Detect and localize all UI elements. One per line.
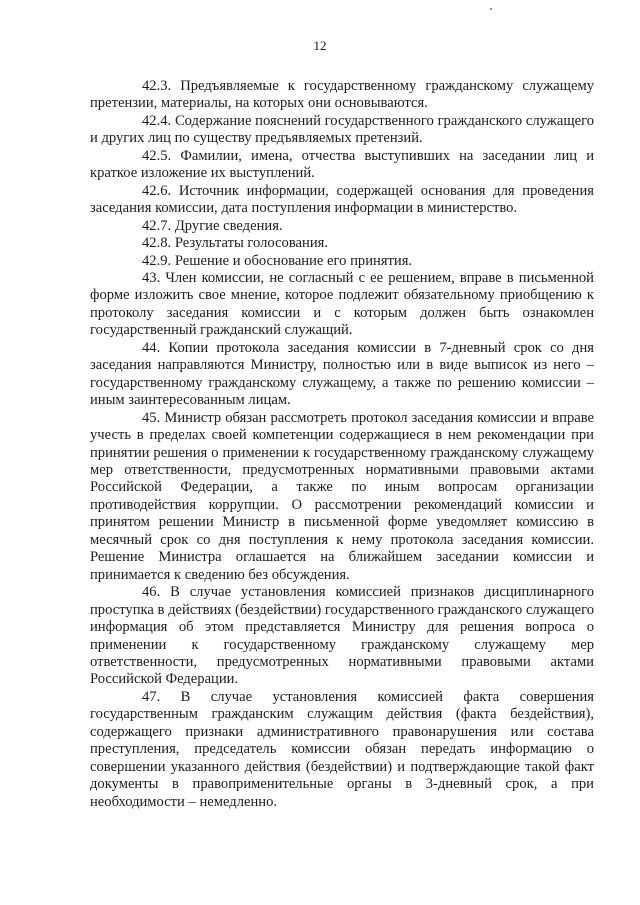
- paragraph-47: 47. В случае установления комиссией факта совершения государственным гражданским служащим действия (факта бездействия), содержащего признаки административного правонарушения или состава преступления, председатель комиссии обязан передать информацию о совершении указанного действия (бездействии) и подтверждающие такой факт документы в правоприменительные органы в 3-дневный срок, а при необходимости – немедленно.: [90, 688, 594, 810]
- document-body: [90, 78, 594, 811]
- paragraph-44: 44. Копии протокола заседания комиссии в 7-дневный срок со дня заседания направляются Министру, полностью или в виде выписок из него – государственному гражданскому служащему, а также по решению комиссии – иным заинтересованным лицам.: [90, 339, 594, 409]
- paragraph-43: 43. Член комиссии, не согласный с ее решением, вправе в письменной форме изложить свое мнение, которое подлежит обязательному приобщению к протоколу заседания комиссии и с которым должен быть ознакомлен государственный гражданский служащий.: [90, 269, 594, 339]
- paragraph-42-5: 42.5. Фамилии, имена, отчества выступивших на заседании лиц и краткое изложение их выступлений.: [90, 147, 594, 182]
- paragraph-42-8: 42.8. Результаты голосования.: [142, 235, 328, 252]
- paragraph-46: 46. В случае установления комиссией признаков дисциплинарного проступка в действиях (бездействии) государственного гражданского служащего информация об этом представляется Министру для решения вопроса о применении к государственному гражданскому служащему мер ответственности, предусмотренных нормативными правовыми актами Российской Федерации.: [90, 584, 594, 688]
- paragraph-45: 45. Министр обязан рассмотреть протокол заседания комиссии и вправе учесть в пределах своей компетенции содержащиеся в нем рекомендации при принятии решения о применении к государственному гражданскому служащему мер ответственности, предусмотренных нормативными правовыми актами Российской Федерации, а также по иным вопросам организации противодействия коррупции. О рассмотрении рекомендаций комиссии и принятом решении Министр в письменной форме уведомляет комиссию в месячный срок со дня поступления к нему протокола заседания комиссии. Решение Министра оглашается на ближайшем заседании комиссии и принимается к сведению без обсуждения.: [90, 409, 594, 583]
- paragraph-42-3: 42.3. Предъявляемые к государственному гражданскому служащему претензии, материалы, на которых они основываются.: [90, 78, 594, 112]
- paragraph-42-7: 42.7. Другие сведения.: [142, 217, 283, 234]
- paragraph-42-6: 42.6. Источник информации, содержащей основания для проведения заседания комиссии, дата поступления информации в министерство.: [90, 182, 594, 217]
- paragraph-42-9: 42.9. Решение и обоснование его принятия.: [142, 252, 413, 269]
- paragraph-42-4: 42.4. Содержание пояснений государственного гражданского служащего и других лиц по существу предъявляемых претензий.: [90, 112, 594, 147]
- page-number: 12: [313, 38, 327, 53]
- scan-speck: [490, 8, 492, 10]
